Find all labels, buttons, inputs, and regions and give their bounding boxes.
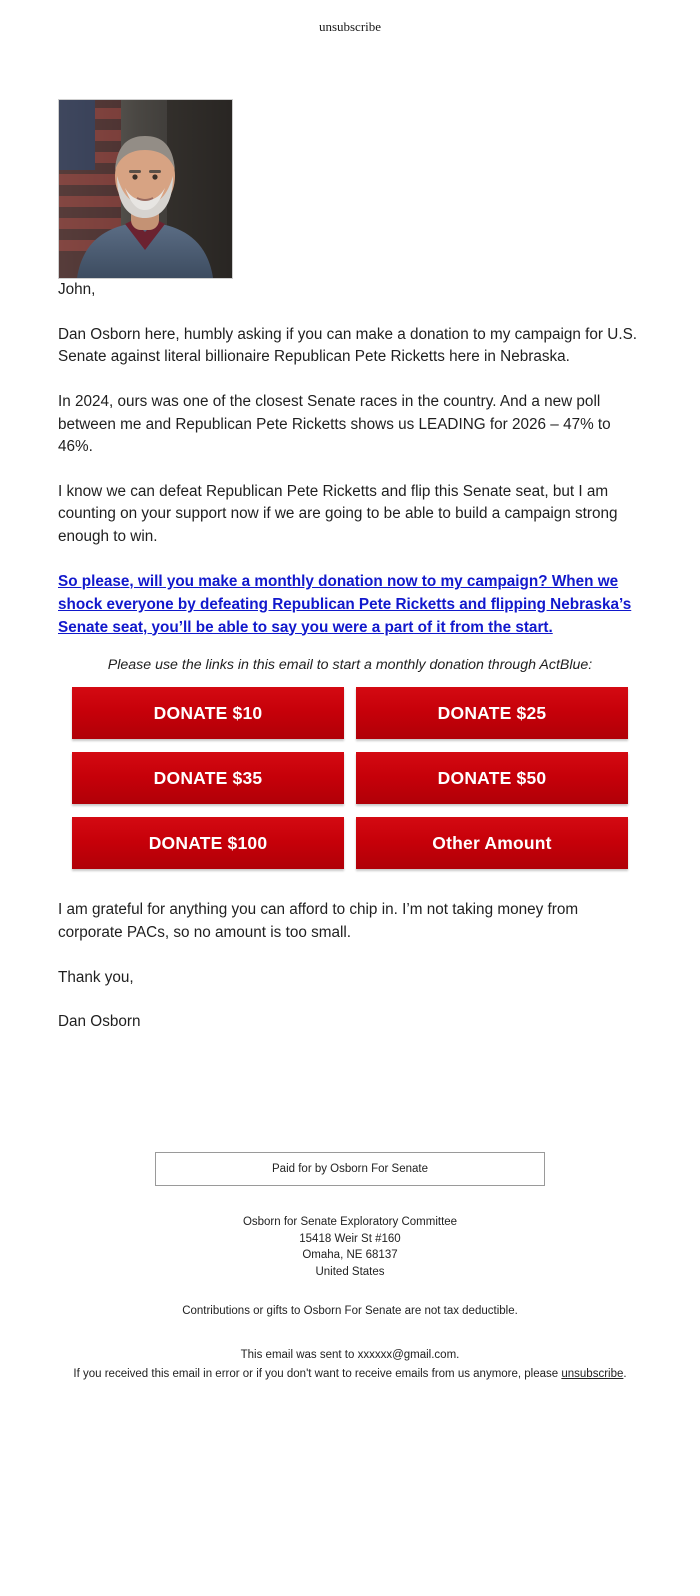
address-line-2: Omaha, NE 68137 bbox=[302, 1249, 398, 1262]
paid-for-text: Paid for by Osborn For Senate bbox=[272, 1162, 428, 1175]
salutation: John, bbox=[58, 281, 96, 298]
email-body bbox=[0, 99, 700, 1443]
paid-for-box bbox=[155, 1152, 545, 1186]
donate-35-button[interactable]: DONATE $35 bbox=[72, 752, 344, 804]
unsubscribe-footer-link[interactable]: unsubscribe bbox=[561, 1367, 624, 1380]
legal-suffix: . bbox=[623, 1367, 627, 1380]
signoff: Thank you, bbox=[58, 968, 134, 986]
donate-25-button[interactable]: DONATE $25 bbox=[356, 687, 628, 739]
closing-paragraph: I am grateful for anything you can afford to chip in. I’m not taking money from corporate PACs, so no amount is too small. bbox=[58, 901, 579, 942]
unsubscribe-bar bbox=[0, 0, 700, 46]
donate-100-button[interactable]: DONATE $100 bbox=[72, 817, 344, 869]
tax-notice: Contributions or gifts to Osborn For Senate are not tax deductible. bbox=[182, 1304, 518, 1317]
donate-50-button[interactable]: DONATE $50 bbox=[356, 752, 628, 804]
country: United States bbox=[315, 1265, 385, 1278]
donate-10-button[interactable]: DONATE $10 bbox=[72, 687, 344, 739]
legal-line bbox=[58, 1366, 642, 1383]
unsubscribe-top-link[interactable]: unsubscribe bbox=[318, 19, 382, 34]
donate-other-amount-button[interactable]: Other Amount bbox=[356, 817, 628, 869]
actblue-instruction: Please use the links in this email to start a monthly donation through ActBlue: bbox=[107, 657, 593, 674]
address-line-1: 15418 Weir St #160 bbox=[299, 1232, 401, 1245]
donate-button-grid bbox=[58, 687, 642, 869]
paragraph-2: In 2024, ours was one of the closest Senate races in the country. And a new poll between me and Republican Pete Ricketts shows us LEADING for 2026 – 47% to 46%. bbox=[58, 392, 611, 456]
spacer bbox=[58, 1056, 642, 1152]
monthly-donation-cta-link[interactable]: So please, will you make a monthly donation now to my campaign? When we shock everyone by defeating Republican Pete Ricketts and flipping Nebraska’s Senate seat, you’ll be able to say you were a part of it from the start. bbox=[58, 572, 632, 636]
paragraph-3: I know we can defeat Republican Pete Ricketts and flip this Senate seat, but I am counting on your support now if we are going to be able to build a campaign strong enough to win. bbox=[58, 482, 618, 545]
committee-name: Osborn for Senate Exploratory Committee bbox=[242, 1215, 458, 1228]
bottom-space bbox=[58, 1383, 642, 1443]
sent-to-text: This email was sent to xxxxxx@gmail.com. bbox=[240, 1349, 460, 1362]
signature: Dan Osborn bbox=[58, 1013, 141, 1031]
footer bbox=[58, 1214, 642, 1383]
paragraph-1: Dan Osborn here, humbly asking if you can make a donation to my campaign for U.S. Senate against literal billionaire Republican Pete Ricketts here in Nebraska. bbox=[58, 325, 638, 366]
legal-prefix: If you received this email in error or if you don't want to receive emails from us anymore, please bbox=[73, 1367, 562, 1380]
portrait-image bbox=[58, 99, 233, 279]
